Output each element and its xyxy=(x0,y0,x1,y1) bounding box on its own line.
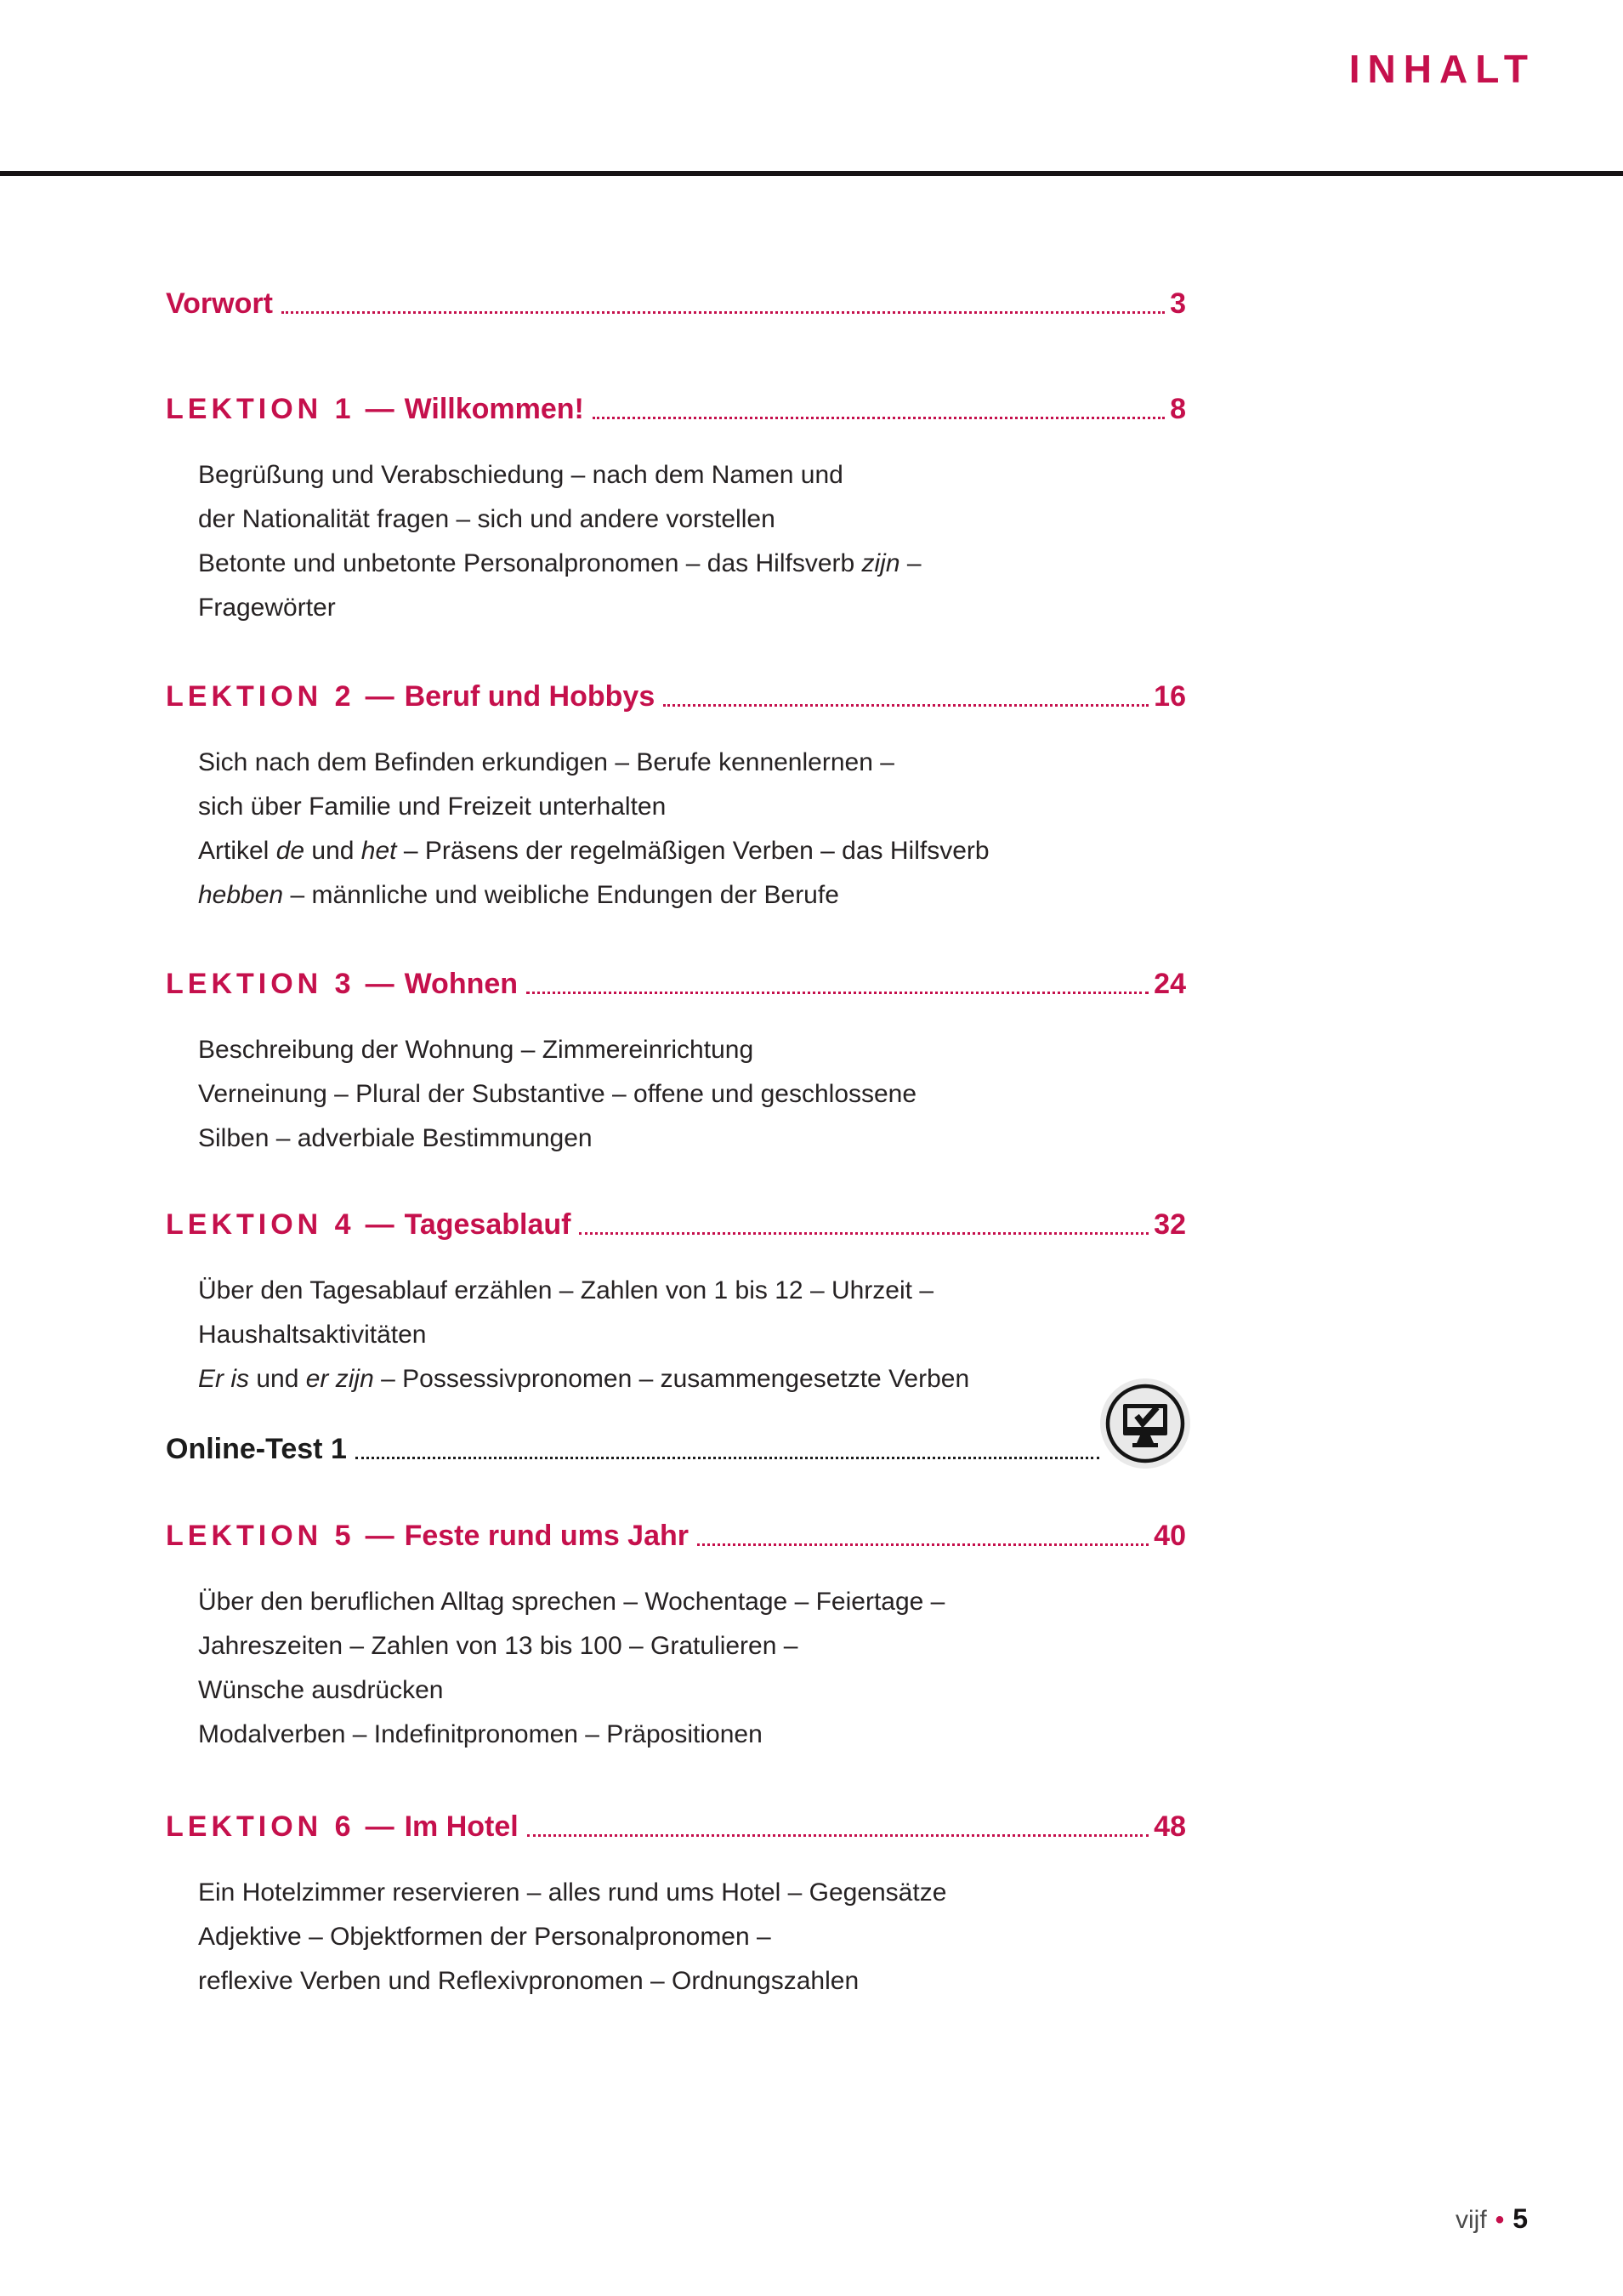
description-line: Ein Hotelzimmer reservieren – alles rund ums Hotel – Gegensätze xyxy=(198,1878,947,1907)
lesson-title: Beruf und Hobbys xyxy=(404,680,655,713)
toc-entry-lektion-3 xyxy=(166,967,1186,1161)
dotted-leader xyxy=(281,311,1165,314)
lesson-heading-row xyxy=(166,1810,1186,1844)
toc-entry-lektion-1 xyxy=(166,392,1186,630)
dotted-leader xyxy=(527,1834,1149,1837)
lesson-title: Tagesablauf xyxy=(404,1208,571,1241)
lesson-title: Im Hotel xyxy=(404,1810,519,1843)
description-line: Silben – adverbiale Bestimmungen xyxy=(198,1124,593,1152)
lesson-title: Willkommen! xyxy=(404,393,584,425)
monitor-check-icon xyxy=(1099,1378,1191,1469)
lesson-page-number: 48 xyxy=(1154,1810,1186,1843)
dotted-leader xyxy=(697,1543,1149,1546)
footer-bullet: • xyxy=(1495,2206,1505,2234)
dotted-leader xyxy=(579,1232,1149,1235)
toc-entry-lektion-2 xyxy=(166,679,1186,918)
lesson-dash: — xyxy=(365,1208,394,1241)
dotted-leader xyxy=(663,704,1149,707)
dotted-leader xyxy=(355,1457,1099,1459)
description-line: Betonte und unbetonte Personalpronomen – das Hilfsverb zijn – xyxy=(198,549,922,577)
page-title: INHALT xyxy=(1348,47,1535,91)
lesson-kicker: LEKTION 3 xyxy=(166,968,355,1000)
dotted-leader xyxy=(593,417,1165,419)
lesson-heading-row xyxy=(166,1208,1186,1242)
toc-entry-lektion-4 xyxy=(166,1208,1186,1401)
description-line: Wünsche ausdrücken xyxy=(198,1676,444,1704)
lesson-heading-row xyxy=(166,967,1186,1001)
lesson-page-number: 24 xyxy=(1154,968,1186,1000)
lesson-page-number: 32 xyxy=(1154,1208,1186,1241)
lesson-description xyxy=(198,1580,1186,1757)
lesson-page-number: 16 xyxy=(1154,680,1186,713)
lesson-description xyxy=(198,1871,1186,2003)
lesson-dash: — xyxy=(365,968,394,1000)
vorwort-page-number: 3 xyxy=(1170,287,1186,320)
description-line: Verneinung – Plural der Substantive – offene und geschlossene xyxy=(198,1080,917,1108)
description-line: Sich nach dem Befinden erkundigen – Berufe kennenlernen – xyxy=(198,748,894,776)
description-line: sich über Familie und Freizeit unterhalten xyxy=(198,793,667,821)
footer-page-word: vijf xyxy=(1456,2206,1487,2234)
lesson-title: Feste rund ums Jahr xyxy=(404,1520,689,1552)
description-line: hebben – männliche und weibliche Endungen der Berufe xyxy=(198,881,839,909)
lesson-dash: — xyxy=(365,393,394,425)
page-footer xyxy=(1456,2203,1528,2235)
toc-entry-lektion-6 xyxy=(166,1810,1186,2003)
description-line: Über den Tagesablauf erzählen – Zahlen von 1 bis 12 – Uhrzeit – xyxy=(198,1276,934,1304)
lesson-kicker: LEKTION 2 xyxy=(166,680,355,713)
description-line: Modalverben – Indefinitpronomen – Präpositionen xyxy=(198,1720,763,1748)
description-line: Begrüßung und Verabschiedung – nach dem Namen und xyxy=(198,461,843,489)
description-line: der Nationalität fragen – sich und andere vorstellen xyxy=(198,505,775,533)
lesson-description xyxy=(198,1028,1186,1161)
toc-entry-lektion-5 xyxy=(166,1519,1186,1757)
lesson-title: Wohnen xyxy=(404,968,519,1000)
description-line: Er is und er zijn – Possessivpronomen – zusammengesetzte Verben xyxy=(198,1365,970,1393)
toc-entry-vorwort xyxy=(166,287,1186,321)
vorwort-label: Vorwort xyxy=(166,287,273,320)
description-line: Über den beruflichen Alltag sprechen – Wochentage – Feiertage – xyxy=(198,1588,945,1616)
table-of-contents xyxy=(166,287,1186,2003)
description-line: Beschreibung der Wohnung – Zimmereinrichtung xyxy=(198,1036,754,1064)
page-header xyxy=(0,0,1623,176)
lesson-dash: — xyxy=(365,680,394,713)
lesson-kicker: LEKTION 5 xyxy=(166,1520,355,1552)
lesson-description xyxy=(198,453,1186,630)
lesson-page-number: 8 xyxy=(1170,393,1186,425)
lesson-heading-row xyxy=(166,1519,1186,1553)
description-line: Jahreszeiten – Zahlen von 13 bis 100 – Gratulieren – xyxy=(198,1632,798,1660)
lesson-description xyxy=(198,741,1186,918)
lesson-description xyxy=(198,1269,1186,1401)
dotted-leader xyxy=(526,992,1149,994)
description-line: Haushaltsaktivitäten xyxy=(198,1321,427,1349)
online-test-label: Online-Test 1 xyxy=(166,1433,347,1465)
lesson-kicker: LEKTION 1 xyxy=(166,393,355,425)
toc-entry-online-test-1 xyxy=(166,1432,1186,1466)
lesson-heading-row xyxy=(166,679,1186,713)
lesson-page-number: 40 xyxy=(1154,1520,1186,1552)
description-line: Fragewörter xyxy=(198,594,336,622)
description-line: Artikel de und het – Präsens der regelmäßigen Verben – das Hilfsverb xyxy=(198,837,990,865)
lesson-heading-row xyxy=(166,392,1186,426)
footer-page-number: 5 xyxy=(1512,2203,1528,2234)
description-line: Adjektive – Objektformen der Personalpronomen – xyxy=(198,1923,771,1951)
lesson-kicker: LEKTION 6 xyxy=(166,1810,355,1843)
lesson-kicker: LEKTION 4 xyxy=(166,1208,355,1241)
lesson-dash: — xyxy=(365,1810,394,1843)
lesson-dash: — xyxy=(365,1520,394,1552)
description-line: reflexive Verben und Reflexivpronomen – Ordnungszahlen xyxy=(198,1967,860,1995)
